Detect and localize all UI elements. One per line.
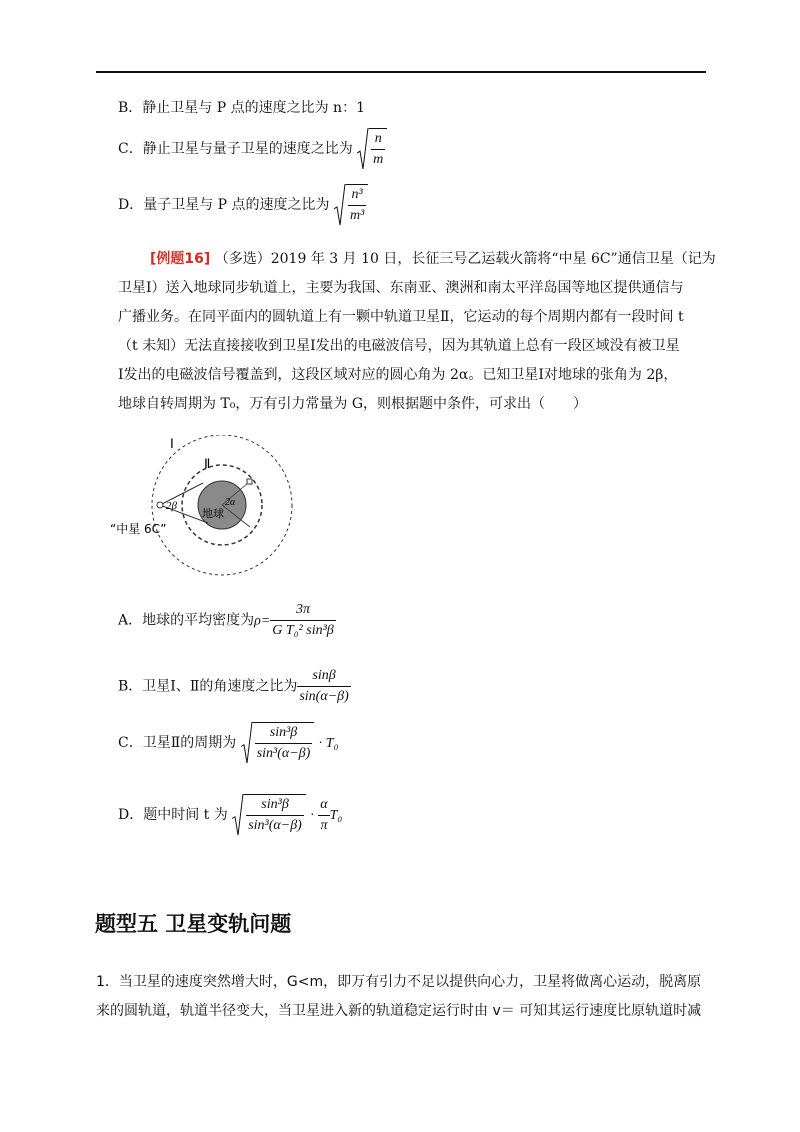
orbit-diagram <box>110 435 310 585</box>
satellite-label: “中星 6C” <box>110 522 167 536</box>
option-b-top: B．静止卫星与 P 点的速度之比为 n：1 <box>118 100 365 116</box>
angular-speed-fraction: $\frac{\sin\beta}{\sin(\alpha-\beta)}$ <box>297 666 350 707</box>
period-fraction: $\frac{\text{sin³β}}{\text{sin³(α−β)}}$ <box>255 723 313 764</box>
time-sqrt <box>232 794 306 836</box>
answer-c: C．卫星Ⅱ的周期为 $\frac{\text{sin³β}}{\text{sin³(α−β)}}$ · T₀ <box>118 722 338 764</box>
answer-b: B．卫星Ⅰ、Ⅱ的角速度之比为 $\frac{\sin\beta}{\sin(\alpha-\beta)}$ <box>118 666 351 707</box>
header-rule <box>96 71 706 73</box>
section-title: 题型五 卫星变轨问题 <box>95 912 292 936</box>
example-line-6: 地球自转周期为 T₀，万有引力常量为 G，则根据题中条件，可求出（ ） <box>118 396 588 412</box>
example-line-4: （t 未知）无法直接接收到卫星Ⅰ发出的电磁波信号，因为其轨道上总有一段区域没有被卫星 <box>118 338 680 354</box>
answer-a: A．地球的平均密度为ρ= $\frac{3\pi}{\text{G T₀² sin³β}}$ <box>118 600 336 641</box>
example-line-3: 广播业务。在同平面内的圆轨道上有一颗中轨道卫星Ⅱ，它运动的每个周期内都有一段时间 t <box>118 309 684 325</box>
angle-alpha-label: 2α <box>225 497 236 508</box>
satellite-two <box>247 479 252 484</box>
alpha-over-pi: $\frac{\alpha}{\pi}$ <box>318 795 329 836</box>
example-line-1: [例题16] （多选）2019 年 3 月 10 日，长征三号乙运载火箭将“中星 6C”通信卫星（记为 <box>150 251 716 267</box>
time-fraction: $\frac{\text{sin³β}}{\text{sin³(α−β)}}$ <box>246 795 304 836</box>
answer-d: D．题中时间 t 为 $\frac{\text{sin³β}}{\text{sin³(α−β)}}$ · $\frac{\alpha}{\pi}$ T₀ <box>118 794 342 836</box>
orbit-one-label: Ⅰ <box>170 436 174 451</box>
sqrt-n3-over-m3 <box>334 184 368 226</box>
option-c-top: C．静止卫星与量子卫星的速度之比为 $\frac{n}{m}$ <box>118 128 387 170</box>
period-sqrt <box>241 722 315 764</box>
angle-beta-label: 2β <box>166 500 177 512</box>
satellite-one <box>157 502 163 508</box>
example-line-5: Ⅰ发出的电磁波信号覆盖到，这段区域对应的圆心角为 2α。已知卫星Ⅰ对地球的张角为 2β， <box>118 367 678 383</box>
example-problem <box>118 245 718 419</box>
sqrt-n-over-m <box>357 128 387 170</box>
body-line-1: 1．当卫星的速度突然增大时，G<m，即万有引力不足以提供向心力，卫星将做离心运动，脱离原 <box>96 974 702 990</box>
orbit-two-label: Ⅱ <box>204 456 211 471</box>
option-d-top: D．量子卫星与 P 点的速度之比为 $\frac{\text{n³}}{\text{m³}}$ <box>118 184 368 226</box>
section-body <box>96 968 716 1026</box>
example-tag: [例题16] <box>150 251 211 267</box>
earth-label: 地球 <box>202 507 224 520</box>
density-fraction: $\frac{3\pi}{\text{G T₀² sin³β}}$ <box>270 600 335 641</box>
fraction-n-m: $\frac{n}{m}$ <box>371 129 385 170</box>
body-line-2: 来的圆轨道，轨道半径变大，当卫星进入新的轨道稳定运行时由 v＝ 可知其运行速度比原轨道时减 <box>96 1003 702 1019</box>
example-line-2: 卫星Ⅰ）送入地球同步轨道上，主要为我国、东南亚、澳洲和南太平洋岛国等地区提供通信与 <box>118 280 684 296</box>
fraction-n3-m3: $\frac{\text{n³}}{\text{m³}}$ <box>348 185 366 226</box>
